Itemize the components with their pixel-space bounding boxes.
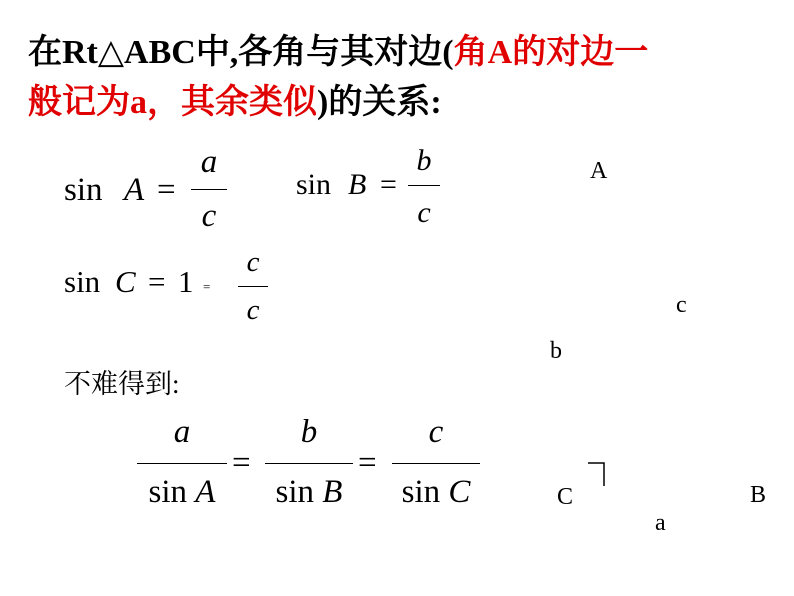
sin-a-eq: =	[157, 172, 176, 208]
title-red-part-1: 角A的对边一	[453, 34, 649, 71]
title-red-part-2: 般记为a，其余类似	[28, 84, 317, 121]
law-fn-a: sin	[148, 474, 188, 510]
vertex-label-a: A	[590, 158, 608, 184]
sin-b-denominator: c	[417, 196, 431, 229]
law-fn-c: sin	[401, 474, 441, 510]
title-triangle-name: Rt△ABC	[62, 34, 196, 71]
law-numerator-a: a	[173, 414, 191, 450]
title-prefix: 在	[28, 34, 62, 71]
vertex-label-c: C	[557, 484, 574, 510]
sin-a-numerator: a	[200, 144, 218, 180]
law-eq-1: =	[232, 445, 251, 481]
law-fn-b: sin	[275, 474, 315, 510]
sin-b-fn: sin	[296, 168, 332, 201]
law-numerator-b: b	[300, 414, 318, 450]
side-label-a: a	[655, 510, 666, 536]
side-label-c: c	[676, 292, 687, 318]
vertex-label-b: B	[750, 482, 767, 508]
sin-c-denominator: c	[246, 294, 260, 326]
law-numerator-c: c	[428, 414, 444, 450]
title-mid: 中,各角与其对边(	[195, 34, 454, 71]
sin-a-var: A	[124, 172, 145, 208]
sin-b-var: B	[348, 168, 367, 201]
law-var-c: C	[448, 474, 471, 510]
sin-c-eq: =	[148, 264, 166, 299]
title-suffix: )的关系:	[317, 84, 442, 121]
side-label-b: b	[550, 338, 562, 364]
law-var-b: B	[322, 474, 343, 510]
sin-c-fn: sin	[64, 264, 101, 299]
law-eq-2: =	[358, 445, 377, 481]
sin-c-var: C	[115, 264, 136, 299]
sin-c-numerator: c	[246, 246, 260, 278]
sin-a-fn: sin	[64, 172, 103, 208]
sin-c-one: 1	[178, 264, 194, 299]
sin-a-denominator: c	[201, 198, 217, 234]
law-var-a: A	[195, 474, 216, 510]
sin-c-small-eq: =	[203, 279, 211, 294]
sin-b-numerator: b	[416, 144, 432, 177]
conclusion-label: 不难得到:	[64, 369, 180, 399]
sin-b-eq: =	[380, 168, 397, 201]
